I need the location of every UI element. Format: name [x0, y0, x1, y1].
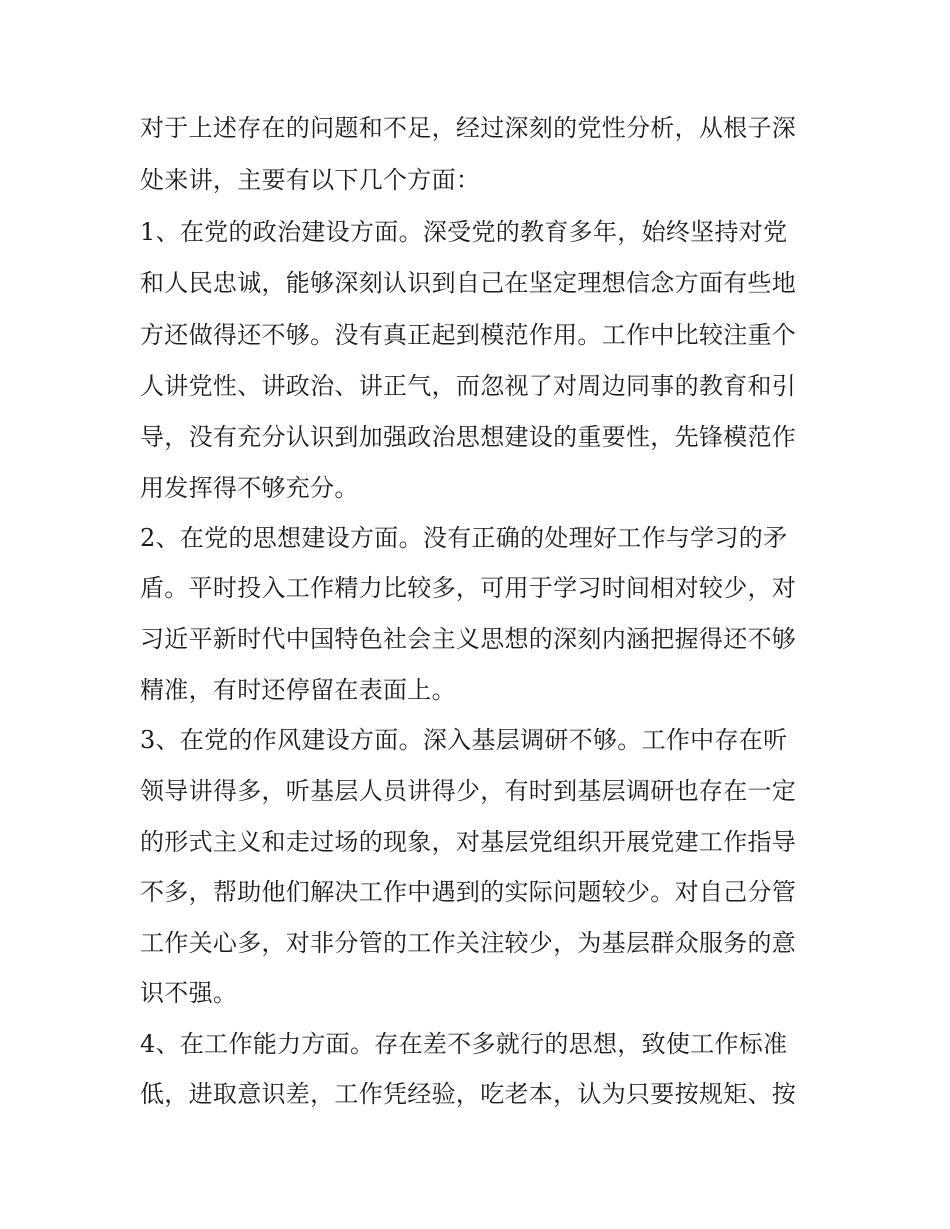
text-line: 方还做得还不够。没有真正起到模范作用。工作中比较注重个 — [140, 321, 797, 349]
text-line: 4、在工作能力方面。存在差不多就行的思想，致使工作标准 — [140, 1030, 788, 1058]
text-line: 3、在党的作风建设方面。深入基层调研不够。工作中存在听 — [140, 726, 788, 754]
text-line: 工作关心多，对非分管的工作关注较少，为基层群众服务的意 — [140, 929, 797, 957]
text-line: 人讲党性、讲政治、讲正气，而忽视了对周边同事的教育和引 — [140, 372, 797, 400]
text-line: 2、在党的思想建设方面。没有正确的处理好工作与学习的矛 — [140, 524, 788, 552]
text-line: 处来讲，主要有以下几个方面： — [140, 166, 481, 194]
text-line: 精准，有时还停留在表面上。 — [140, 676, 456, 704]
text-line: 1、在党的政治建设方面。深受党的教育多年，始终坚持对党 — [140, 218, 788, 246]
text-line: 低，进取意识差，工作凭经验，吃老本，认为只要按规矩、按 — [140, 1080, 797, 1108]
text-line: 对于上述存在的问题和不足，经过深刻的党性分析，从根子深 — [140, 114, 797, 142]
text-line: 的形式主义和走过场的现象，对基层党组织开展党建工作指导 — [140, 828, 797, 856]
text-line: 导，没有充分认识到加强政治思想建设的重要性，先锋模范作 — [140, 423, 797, 451]
text-line: 领导讲得多，听基层人员讲得少，有时到基层调研也存在一定 — [140, 777, 797, 805]
text-line: 用发挥得不够充分。 — [140, 474, 359, 502]
text-line: 识不强。 — [140, 979, 238, 1007]
text-line: 和人民忠诚，能够深刻认识到自己在坚定理想信念方面有些地 — [140, 269, 797, 297]
text-line: 不多，帮助他们解决工作中遇到的实际问题较少。对自己分管 — [140, 878, 797, 906]
text-line: 盾。平时投入工作精力比较多，可用于学习时间相对较少，对 — [140, 574, 797, 602]
text-line: 习近平新时代中国特色社会主义思想的深刻内涵把握得还不够 — [140, 625, 797, 653]
